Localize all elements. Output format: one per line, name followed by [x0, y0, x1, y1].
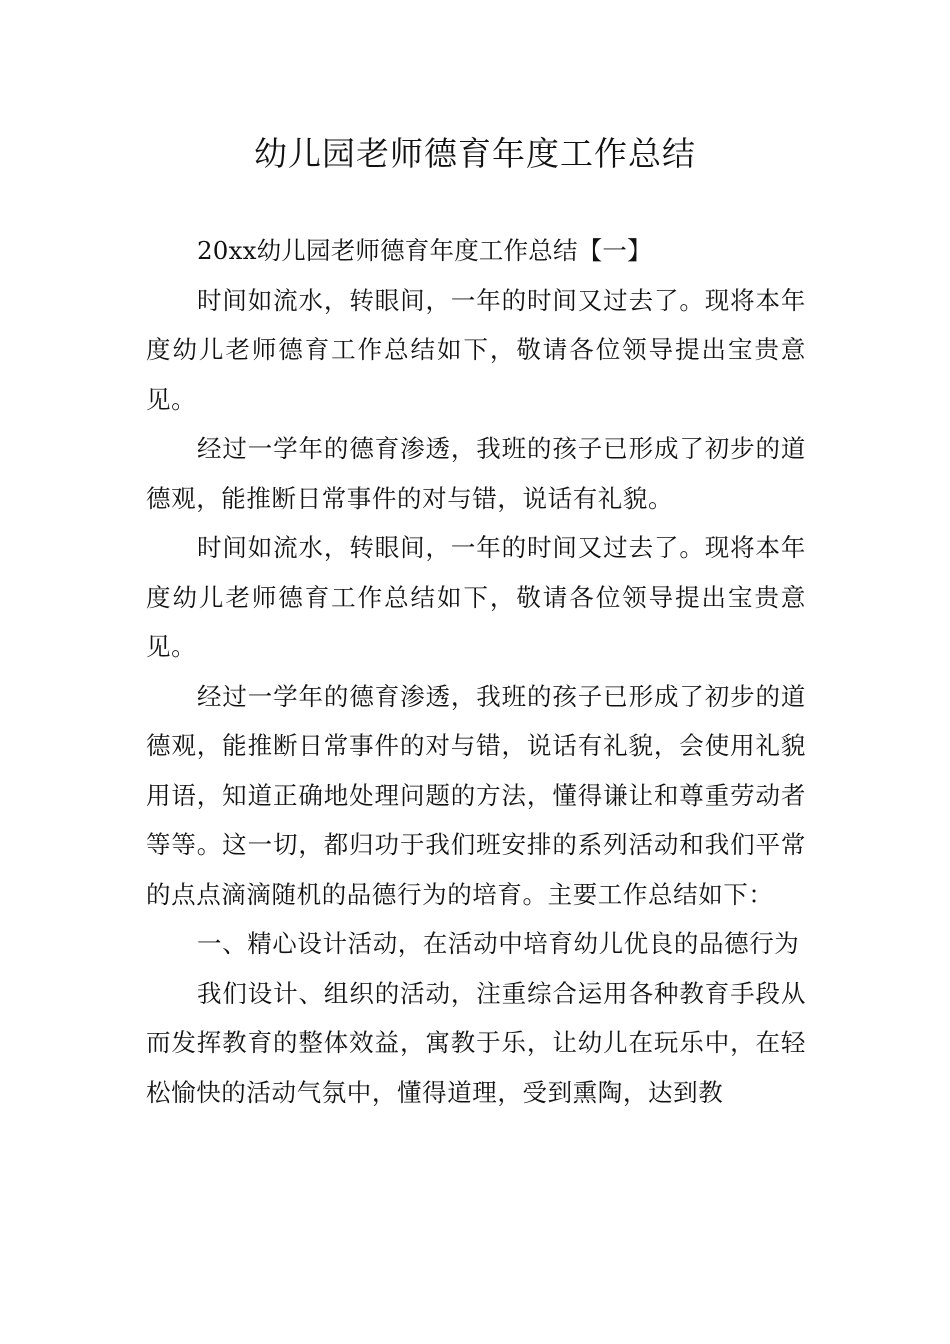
paragraph: 时间如流水，转眼间，一年的时间又过去了。现将本年度幼儿老师德育工作总结如下，敬请各位领导提出宝贵意见。 — [146, 533, 806, 661]
numbered-heading: 一、精心设计活动，在活动中培育幼儿优良的品德行为 — [197, 929, 800, 958]
document-title: 幼儿园老师德育年度工作总结 — [254, 134, 696, 173]
paragraph: 经过一学年的德育渗透，我班的孩子已形成了初步的道德观，能推断日常事件的对与错，说话有礼貌，会使用礼貌用语，知道正确地处理问题的方法，懂得谦让和尊重劳动者等等。这一切，都归功于我们班安排的系列活动和我们平常的点点滴滴随机的品德行为的培育。主要工作总结如下： — [146, 681, 806, 909]
section-heading: 20xx幼儿园老师德育年度工作总结【一】 — [197, 236, 652, 265]
paragraph: 经过一学年的德育渗透，我班的孩子已形成了初步的道德观，能推断日常事件的对与错，说话有礼貌。 — [146, 434, 806, 513]
document-body — [146, 226, 806, 1117]
paragraph: 时间如流水，转眼间，一年的时间又过去了。现将本年度幼儿老师德育工作总结如下，敬请各位领导提出宝贵意见。 — [146, 285, 806, 414]
paragraph: 我们设计、组织的活动，注重综合运用各种教育手段从而发挥教育的整体效益，寓教于乐，让幼儿在玩乐中，在轻松愉快的活动气氛中，懂得道理，受到熏陶，达到教 — [146, 978, 806, 1107]
